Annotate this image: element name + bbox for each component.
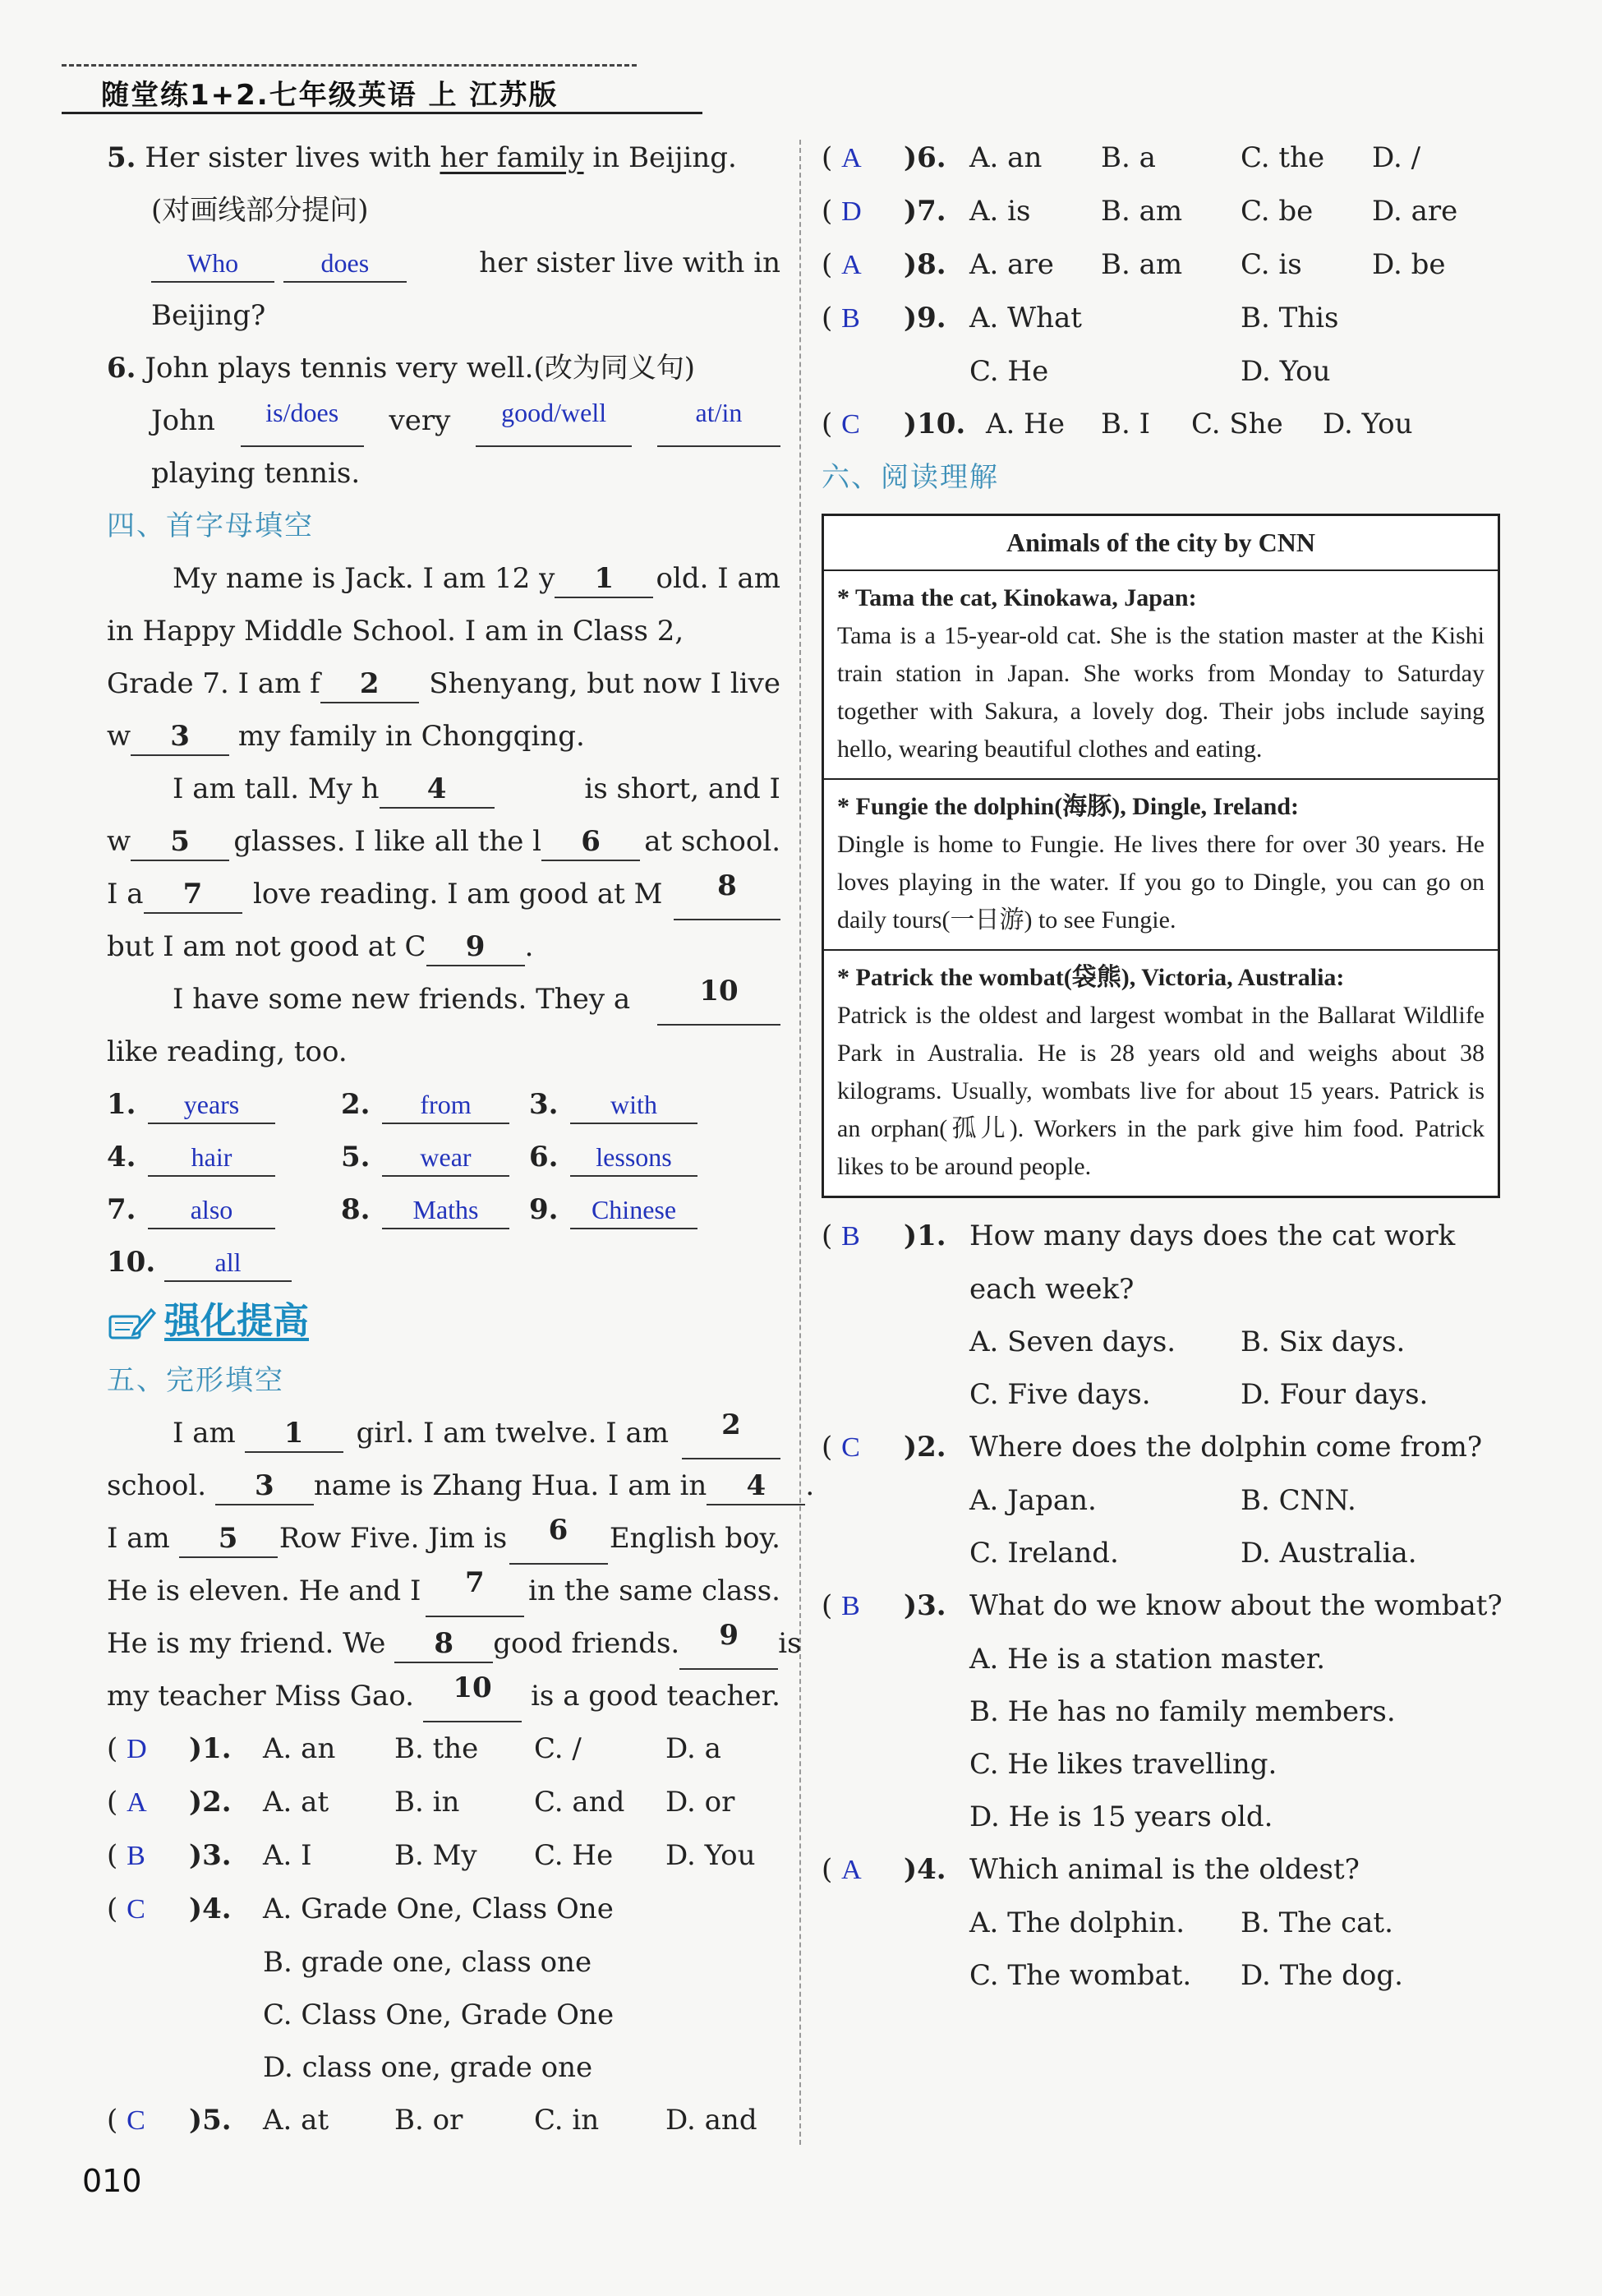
- q5-line-1: 5. Her sister lives with her family in Beijing.: [107, 141, 737, 174]
- box-section-wombat: * Patrick the wombat(袋熊), Victoria, Australia: Patrick is the oldest and largest wombat in the Ballarat Wildlife Park in Australia. He is 28 years old and weighs about 38 kilograms. Usually, wombats live for about 15 years. Patrick is an orphan(孤儿). Workers in the park give him food. Patrick likes to be around people.: [837, 964, 1485, 1180]
- answer-blank[interactable]: also: [148, 1192, 275, 1229]
- pencil-book-icon: [107, 1305, 156, 1341]
- mc-item: ( C )4. A. Grade One, Class One: [107, 1893, 614, 1925]
- mc-item: ( A )8. A. are B. am C. is D. be: [822, 248, 1446, 281]
- book-title: 随堂练1+2.七年级英语 上 江苏版: [101, 79, 559, 112]
- rc-question: ( C )2. Where does the dolphin come from?: [822, 1431, 1483, 1464]
- mc-item: ( B )9. A. What B. This: [822, 302, 1339, 334]
- section-4-title: 四、首字母填空: [107, 509, 314, 542]
- page-number: 010: [82, 2163, 142, 2199]
- answer-key[interactable]: C: [127, 1894, 145, 1925]
- answer-key[interactable]: B: [841, 1221, 860, 1252]
- answer-blank[interactable]: Chinese: [570, 1192, 697, 1229]
- header-rule: [62, 112, 702, 114]
- mc-item: ( D )7. A. is B. am C. be D. are: [822, 195, 1458, 228]
- answers-row-4: 10. all: [107, 1236, 780, 1289]
- answer-blank[interactable]: Who: [151, 245, 274, 283]
- q5-instruction: (对画线部分提问): [151, 194, 369, 227]
- underlined-phrase: her family: [440, 141, 584, 174]
- answer-blank[interactable]: good/well: [476, 394, 632, 447]
- page-header: [62, 64, 702, 115]
- answer-key[interactable]: D: [841, 196, 862, 227]
- answer-key[interactable]: C: [841, 1432, 860, 1463]
- mc-item: ( A )2. A. at B. in C. and D. or: [107, 1786, 735, 1819]
- q6-line-1: 6. John plays tennis very well.(改为同义句): [107, 352, 696, 385]
- mc-item: ( B )3. A. I B. My C. He D. You: [107, 1839, 756, 1872]
- answer-blank[interactable]: hair: [148, 1139, 275, 1177]
- answer-blank[interactable]: years: [148, 1086, 275, 1124]
- answer-key[interactable]: A: [127, 1787, 147, 1818]
- left-column: 5. Her sister lives with her family in Beijing. (对画线部分提问) Who does her sister live with in Beijing? 6. John plays tennis very well.(改为同义句) John is/does very good/well at/in playing tennis. 四、首字母填空 My name is Jack. I am 12 y 1 old. I am in Happy Middle School. I am in Class 2, Grade 7. I am f 2 Shenyang, but now I live w 3 my family in Chongqing. I am tall. My h 4 is short, and I w 5 glasses. I like all the l 6 at school. I a 7 love reading. I am good at M 8 but I am not good at C 9 . I have some new friends. They a 10 like reading, too. 1. years 2. from 3. with 4. hair 5. wear 6. lessons 7. also 8. Maths 9. Chinese 10. all 强化提高 五、完形填空 I am 1 girl. I am twelve. I am 2 school. 3 name is Zhang Hua. I am in 4 . I am 5 Row Five. Jim is 6 English boy. He is eleven. He and I 7 in the same class. He is my friend. We 8 good friends. 9 is my teacher Miss Gao. 10 is a good teacher. ( D )1. A. an B. the C. / D. a ( A )2. A. at B. in C. and D. or ( B )3. A. I B. My C. He D. You ( C )4. A. Grade One, Class One B. grade one, class one C. Class One, Grade One D. class one, grade one ( C )5. A. at B. or C. in D. and: [107, 131, 780, 2147]
- q5-answer-line: Who does her sister live with in: [107, 237, 780, 289]
- answer-key[interactable]: B: [841, 303, 860, 334]
- mc-item: ( C )5. A. at B. or C. in D. and: [107, 2104, 757, 2137]
- mc-item: ( C )10. A. He B. I C. She D. You: [822, 408, 1413, 440]
- q6-answer-line: John is/does very good/well at/in: [107, 394, 780, 447]
- answer-key[interactable]: A: [841, 250, 862, 280]
- answer-key[interactable]: D: [127, 1734, 147, 1764]
- rc-question: ( B )1. How many days does the cat work: [822, 1219, 1456, 1252]
- box-title: Animals of the city by CNN: [824, 516, 1498, 571]
- answers-row-1: 1. years 2. from 3. with: [107, 1078, 780, 1131]
- answer-blank[interactable]: with: [570, 1086, 697, 1124]
- answer-key[interactable]: A: [841, 143, 862, 173]
- rc-question: ( B )3. What do we know about the wombat?: [822, 1589, 1503, 1622]
- section-6-title: 六、阅读理解: [822, 461, 999, 494]
- answer-key[interactable]: C: [127, 2105, 145, 2136]
- header-dashed-rule: [62, 64, 637, 67]
- answers-row-3: 7. also 8. Maths 9. Chinese: [107, 1183, 780, 1236]
- answer-blank[interactable]: does: [283, 245, 407, 283]
- answer-key[interactable]: B: [127, 1841, 145, 1871]
- answer-blank[interactable]: Maths: [382, 1192, 509, 1229]
- answers-row-2: 4. hair 5. wear 6. lessons: [107, 1131, 780, 1183]
- reading-passage-box: [822, 514, 1500, 1198]
- answer-blank[interactable]: is/does: [241, 394, 364, 447]
- section-banner: 强化提高: [107, 1289, 780, 1354]
- answer-blank[interactable]: from: [382, 1086, 509, 1124]
- rc-question: ( A )4. Which animal is the oldest?: [822, 1853, 1360, 1886]
- right-column: ( A )6. A. an B. a C. the D. / ( D )7. A. is B. am C. be D. are ( A )8. A. are B. am C. is D. be ( B )9. A. What B. This C. He D. You ( C )10. A. He B. I C. She D. You 六、阅读理解 Animals of the city by CNN * Tama the cat, Kinokawa, Japan: Tama is a 15-year-old cat. She is the station master at the Kishi train station in Japan. She works from Monday to Saturday together with Sakura, a lovely dog. Their jobs include saying hello, wearing beautiful clothes and eating. * Fungie the dolphin(海豚), Dingle, Ireland: Dingle is home to Fungie. He lives there for over 30 years. He loves playing in the water. If you go to Dingle, you can go on daily tours(一日游) to see Fungie. * Patrick the wombat(袋熊), Victoria, Australia: Patrick is the oldest and largest wombat in the Ballarat Wildlife Park in Australia. He is 28 years old and weighs about 38 kilograms. Usually, wombats live for about 15 years. Patrick is an orphan(孤儿). Workers in the park give him food. Patrick likes to be around people. ( B )1. How many days does the cat work each week? A. Seven days. B. Six days. C. Five days. D. Four days. ( C )2. Where does the dolphin come from? A. Japan. B. CNN. C. Ireland. D. Australia. ( B )3. What do we know about the wombat? A. He is a station master. B. He has no family members. C. He likes travelling. D. He is 15 years old. ( A )4. Which animal is the oldest? A. The dolphin. B. The cat. C. The wombat. D. The dog.: [822, 131, 1503, 2002]
- answer-blank[interactable]: all: [164, 1244, 292, 1282]
- answer-key[interactable]: C: [841, 409, 860, 440]
- section-5-title: 五、完形填空: [107, 1364, 284, 1397]
- box-section-dolphin: * Fungie the dolphin(海豚), Dingle, Ireland: Dingle is home to Fungie. He lives there for over 30 years. He loves playing in the water. If you go to Dingle, you can go on daily tours(一日游) to see Fungie.: [824, 780, 1498, 951]
- answer-blank[interactable]: at/in: [657, 394, 780, 447]
- mc-item: ( A )6. A. an B. a C. the D. /: [822, 141, 1421, 174]
- column-divider: [799, 140, 801, 2145]
- box-section-cat: * Tama the cat, Kinokawa, Japan: Tama is a 15-year-old cat. She is the station master at the Kishi train station in Japan. She works from Monday to Saturday together with Sakura, a lovely dog. Their jobs include saying hello, wearing beautiful clothes and eating.: [824, 571, 1498, 780]
- answer-key[interactable]: A: [841, 1855, 862, 1885]
- answer-key[interactable]: B: [841, 1591, 860, 1621]
- mc-item: ( D )1. A. an B. the C. / D. a: [107, 1732, 721, 1765]
- answer-blank[interactable]: lessons: [570, 1139, 697, 1177]
- answer-blank[interactable]: wear: [382, 1139, 509, 1177]
